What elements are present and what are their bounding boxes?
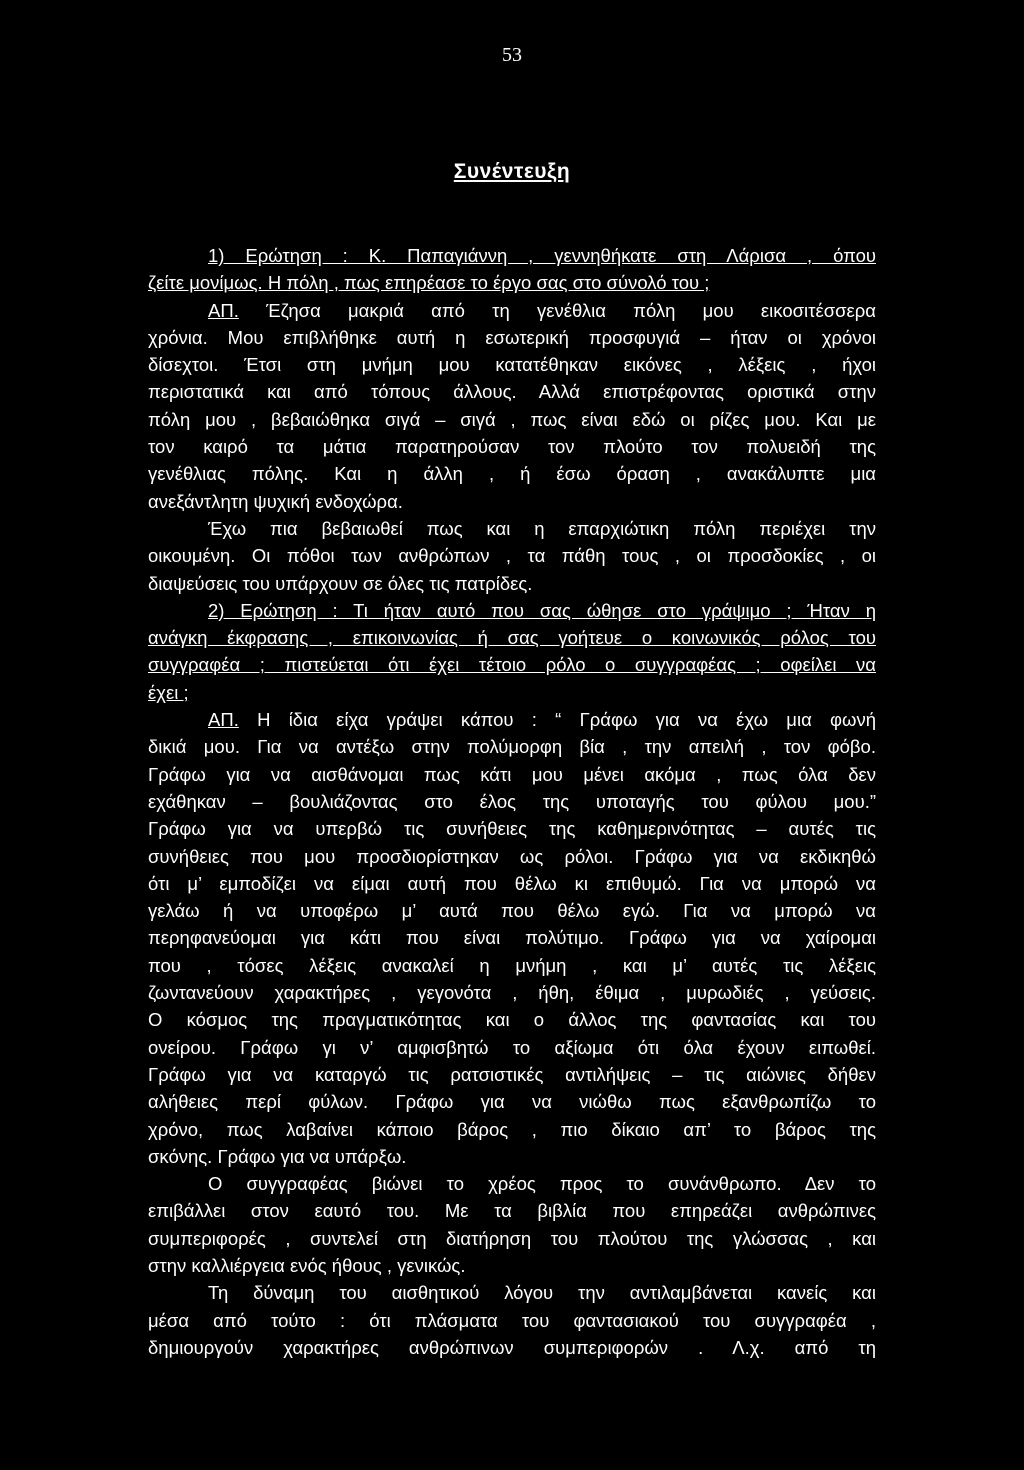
body-text: μέσα από τούτο : ότι πλάσματα του φαντασιακού του συγγραφέα , (148, 1309, 876, 1331)
body-text: Τη δύναμη του αισθητικού λόγου την αντιλαμβάνεται κανείς και (208, 1282, 876, 1304)
text-line (148, 924, 876, 951)
body-text: ανεξάντλητη ψυχική ενδοχώρα. (148, 490, 403, 512)
body-text: στην καλλιέργεια ενός ήθους , γενικώς. (148, 1254, 466, 1276)
text-line (148, 706, 876, 733)
body-text: τον καιρό τα μάτια παρατηρούσαν τον πλούτο τον πολυειδή της (148, 436, 876, 458)
text-line (148, 351, 876, 378)
text-line (148, 870, 876, 897)
body-text: Γράφω για να αισθάνομαι πως κάτι μου μένει ακόμα , πως όλα δεν (148, 763, 876, 785)
underlined-text: 2) Ερώτηση : Τι ήταν αυτό που σας ώθησε στο γράψιμο ; Ήταν η (208, 599, 876, 621)
text-line (148, 378, 876, 405)
underlined-text: ζείτε μονίμως. Η πόλη , πως επηρέασε το έργο σας στο σύνολό του ; (148, 272, 710, 294)
body-text: χρόνια. Μου επιβλήθηκε αυτή η εσωτερική προσφυγιά – ήταν οι χρόνοι (148, 326, 876, 348)
text-line (148, 624, 876, 651)
body-text: οικουμένη. Οι πόθοι των ανθρώπων , τα πάθη τους , οι προσδοκίες , οι (148, 545, 876, 567)
text-line (148, 843, 876, 870)
body-text: Γράφω για να καταργώ τις ρατσιστικές αντιλήψεις – τις αιώνιες δήθεν (148, 1063, 876, 1085)
underlined-text: ΑΠ. (208, 709, 239, 731)
text-line (148, 488, 876, 515)
body-text: Έζησα μακριά από τη γενέθλια πόλη μου εικοσιτέσσερα (238, 299, 876, 321)
text-line (148, 406, 876, 433)
text-line (148, 1034, 876, 1061)
body-text: που , τόσες λέξεις ανακαλεί η μνήμη , και μ’ αυτές τις λέξεις (148, 954, 876, 976)
body-text: ότι μ’ εμποδίζει να είμαι αυτή που θέλω κι επιθυμώ. Για να μπορώ να (148, 872, 876, 894)
text-line (148, 1006, 876, 1033)
text-line (148, 897, 876, 924)
underlined-text: έχει ; (148, 681, 189, 703)
text-line (148, 761, 876, 788)
body-text: Η ίδια είχα γράψει κάπου : “ Γράφω για να έχω μια φωνή (238, 709, 876, 731)
text-line (148, 651, 876, 678)
text-line (148, 979, 876, 1006)
text-line (148, 460, 876, 487)
body-text: ονείρου. Γράφω γι ν’ αμφισβητώ το αξίωμα ότι όλα έχουν ειπωθεί. (148, 1036, 876, 1058)
body-text: Ο συγγραφέας βιώνει το χρέος προς το συνάνθρωπο. Δεν το (208, 1173, 876, 1195)
text-line (148, 542, 876, 569)
text-line (148, 433, 876, 460)
text-line (148, 1143, 876, 1170)
body-text: Ο κόσμος της πραγματικότητας και ο άλλος της φαντασίας και του (148, 1009, 876, 1031)
underlined-text: ΑΠ. (208, 299, 239, 321)
interview-body (148, 242, 876, 1361)
body-text: δημιουργούν χαρακτήρες ανθρώπινων συμπεριφορών . Λ.χ. από τη (148, 1336, 876, 1358)
underlined-text: 1) Ερώτηση : Κ. Παπαγιάννη , γεννηθήκατε στη Λάρισα , όπου (208, 245, 876, 266)
text-line (148, 515, 876, 542)
text-line (148, 815, 876, 842)
text-line (148, 1197, 876, 1224)
body-text: Γράφω για να υπερβώ τις συνήθειες της καθημερινότητας – αυτές τις (148, 818, 876, 840)
body-text: διαψεύσεις του υπάρχουν σε όλες τις πατρίδες. (148, 572, 533, 594)
body-text: εχάθηκαν – βουλιάζοντας στο έλος της υποταγής του φύλου μου.” (148, 790, 876, 812)
body-text: πόλη μου , βεβαιώθηκα σιγά – σιγά , πως είναι εδώ οι ρίζες μου. Και με (148, 408, 876, 430)
body-text: συμπεριφορές , συντελεί στη διατήρηση του πλούτου της γλώσσας , και (148, 1227, 876, 1249)
body-text: δικιά μου. Για να αντέξω στην πολύμορφη βία , την απειλή , τον φόβο. (148, 736, 876, 758)
text-line (148, 1061, 876, 1088)
text-line (148, 597, 876, 624)
text-line (148, 788, 876, 815)
body-text: επιβάλλει στον εαυτό του. Με τα βιβλία που επηρεάζει ανθρώπινες (148, 1200, 876, 1222)
text-line (148, 269, 876, 296)
page-title: Συνέντευξη (453, 160, 571, 183)
text-line (148, 1116, 876, 1143)
body-text: συνήθειες που μου προσδιορίστηκαν ως ρόλοι. Γράφω για να εκδικηθώ (148, 845, 876, 867)
text-line (148, 1088, 876, 1115)
page-number: 53 (502, 44, 522, 66)
text-line (148, 1307, 876, 1334)
text-line (148, 324, 876, 351)
body-text: ζωντανεύουν χαρακτήρες , γεγονότα , ήθη, έθιμα , μυρωδιές , γεύσεις. (148, 982, 876, 1004)
text-line (148, 733, 876, 760)
body-text: περιστατικά και από τόπους άλλους. Αλλά επιστρέφοντας οριστικά στην (148, 381, 876, 403)
text-line (148, 1279, 876, 1306)
text-line (148, 1252, 876, 1279)
text-line (148, 242, 876, 269)
body-text: Έχω πια βεβαιωθεί πως και η επαρχιώτικη πόλη περιέχει την (208, 517, 876, 539)
text-line (148, 952, 876, 979)
underlined-text: ανάγκη έκφρασης , επικοινωνίας ή σας γοήτευε ο κοινωνικός ρόλος του (148, 627, 876, 649)
text-line (148, 1334, 876, 1361)
text-line (148, 1170, 876, 1197)
body-text: χρόνο, πως λαβαίνει κάποιο βάρος , πιο δίκαιο απ’ το βάρος της (148, 1118, 876, 1140)
body-text: γελάω ή να υποφέρω μ’ αυτά που θέλω εγώ. Για να μπορώ να (148, 900, 876, 922)
underlined-text: συγγραφέα ; πιστεύεται ότι έχει τέτοιο ρόλο ο συγγραφέας ; οφείλει να (148, 654, 876, 676)
body-text: περηφανεύομαι για κάτι που είναι πολύτιμο. Γράφω για να χαίρομαι (148, 927, 876, 949)
body-text: γενέθλιας πόλης. Και η άλλη , ή έσω όραση , ανακάλυπτε μια (148, 463, 876, 485)
text-line (148, 1225, 876, 1252)
body-text: σκόνης. Γράφω για να υπάρξω. (148, 1145, 407, 1167)
body-text: δίσεχτοι. Έτσι στη μνήμη μου κατατέθηκαν εικόνες , λέξεις , ήχοι (148, 354, 876, 376)
body-text: αλήθειες περί φύλων. Γράφω για να νιώθω πως εξανθρωπίζω το (148, 1091, 876, 1113)
text-line (148, 570, 876, 597)
text-line (148, 679, 876, 706)
text-line (148, 297, 876, 324)
